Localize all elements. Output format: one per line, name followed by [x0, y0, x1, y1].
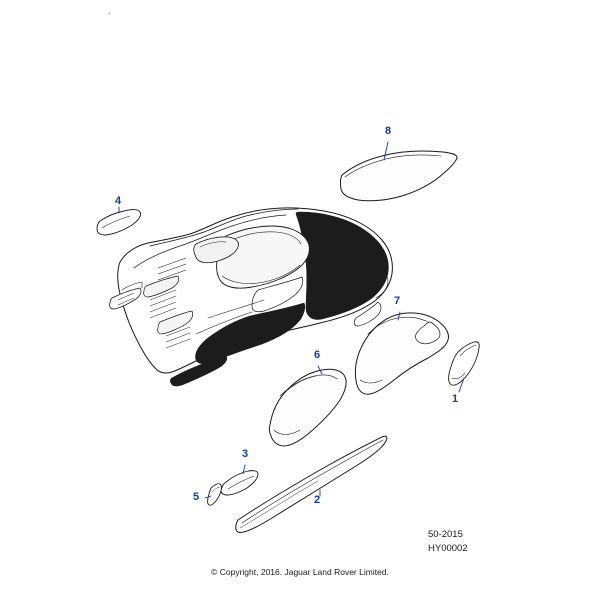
- callout-2[interactable]: 2: [314, 494, 321, 506]
- callout-4[interactable]: 4: [115, 195, 122, 207]
- instrument-panel-body: [110, 208, 393, 386]
- part-7-shape: [355, 313, 448, 394]
- part-6-shape: [269, 369, 346, 446]
- part-2-shape: [236, 436, 387, 532]
- copyright-notice: © Copyright, 2016. Jaguar Land Rover Limited.: [211, 567, 389, 577]
- callout-8[interactable]: 8: [385, 125, 392, 137]
- figure-code: HY00002: [428, 543, 468, 554]
- callout-3[interactable]: 3: [242, 448, 249, 460]
- callout-6[interactable]: 6: [314, 349, 321, 361]
- part-4-shape: [97, 210, 141, 235]
- callout-7[interactable]: 7: [394, 295, 401, 307]
- drawing-meta: [428, 528, 468, 556]
- callout-5[interactable]: 5: [193, 491, 200, 503]
- callout-1[interactable]: 1: [452, 393, 459, 405]
- part-8-shape: [340, 151, 457, 201]
- part-3-shape: [221, 471, 258, 495]
- drawing-number: 50-2015: [428, 529, 463, 540]
- part-5-shape: [208, 484, 222, 505]
